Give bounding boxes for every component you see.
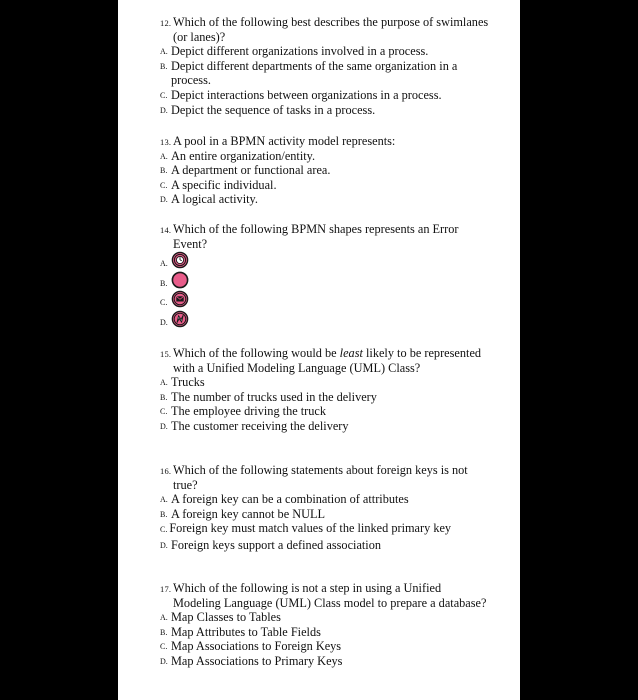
question-number: 15.	[160, 349, 172, 359]
option-c: C. A specific individual.	[160, 177, 277, 192]
option-b: B. A department or functional area.	[160, 163, 331, 178]
option-d: D. Map Associations to Primary Keys	[160, 653, 343, 668]
option-b: B. The number of trucks used in the delivery	[160, 389, 377, 404]
document-page	[118, 0, 520, 700]
timer-event-icon	[171, 251, 189, 269]
question-text: Which of the following would be least likely to be represented with a Unified Modeling Language (UML) Class?	[173, 346, 482, 375]
option-c: C. The employee driving the truck	[160, 404, 327, 419]
question-12	[160, 15, 490, 117]
question-13	[160, 134, 490, 207]
option-b: B.	[160, 271, 490, 291]
question-number: 12.	[160, 18, 172, 28]
option-d: D. Depict the sequence of tasks in a process.	[160, 102, 376, 117]
message-event-icon	[171, 290, 189, 308]
error-event-icon	[171, 310, 189, 328]
option-d: D.	[160, 310, 490, 330]
question-17	[160, 581, 490, 669]
emphasis: least	[339, 346, 363, 360]
option-c: C. Map Associations to Foreign Keys	[160, 639, 342, 654]
option-c: C. Depict interactions between organizations in a process.	[160, 87, 442, 102]
question-text: Which of the following BPMN shapes represents an Error Event?	[173, 222, 459, 251]
option-c: C. Foreign key must match values of the linked primary key	[160, 521, 452, 536]
option-d: D. Foreign keys support a defined association	[160, 537, 382, 552]
option-a: A. A foreign key can be a combination of attributes	[160, 492, 409, 507]
option-a: A. Trucks	[160, 375, 205, 390]
option-b: B. Depict different departments of the same organization in a process.	[160, 58, 458, 88]
option-d: D. A logical activity.	[160, 192, 258, 207]
question-number: 16.	[160, 466, 172, 476]
option-a: A.	[160, 251, 490, 271]
option-a: A. Depict different organizations involved in a process.	[160, 44, 429, 59]
question-number: 17.	[160, 584, 172, 594]
question-15	[160, 346, 490, 434]
option-b: B. A foreign key cannot be NULL	[160, 506, 326, 521]
option-a: A. Map Classes to Tables	[160, 610, 281, 625]
question-text: Which of the following best describes the purpose of swimlanes (or lanes)?	[173, 15, 489, 44]
option-c: C.	[160, 290, 490, 310]
plain-event-icon	[171, 271, 189, 289]
question-text: A pool in a BPMN activity model represents:	[173, 134, 396, 148]
option-a: A. An entire organization/entity.	[160, 148, 316, 163]
question-16	[160, 463, 490, 553]
option-d: D. The customer receiving the delivery	[160, 418, 349, 433]
question-number: 13.	[160, 137, 172, 147]
question-text: Which of the following statements about foreign keys is not true?	[173, 463, 468, 492]
question-14	[160, 222, 490, 329]
question-number: 14.	[160, 225, 172, 235]
option-b: B. Map Attributes to Table Fields	[160, 624, 321, 639]
question-text: Which of the following is not a step in using a Unified Modeling Language (UML) Class model to prepare a database?	[173, 581, 487, 610]
